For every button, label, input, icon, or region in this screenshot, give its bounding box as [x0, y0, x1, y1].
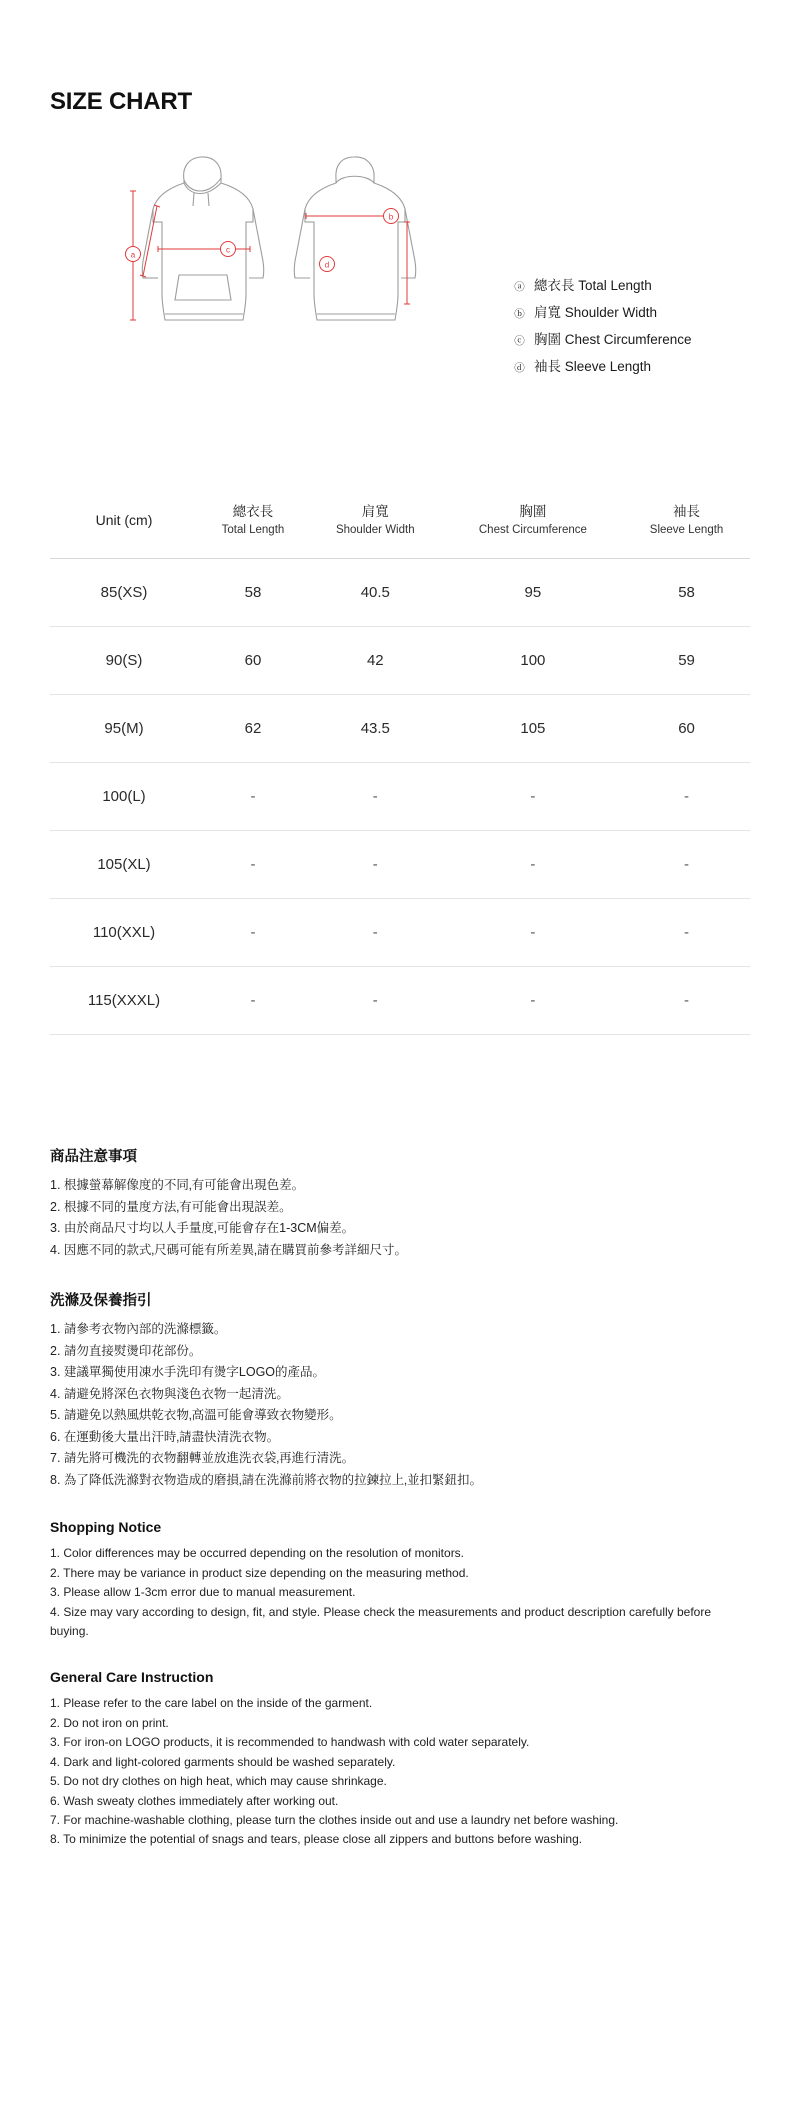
legend-item-sleeve-length	[512, 353, 692, 380]
list-item: 5. 請避免以熱風烘乾衣物‚高溫可能會導致衣物變形。	[50, 1408, 342, 1423]
list-item: 1. Color differences may be occurred depending on the resolution of monitors.	[50, 1546, 465, 1561]
list-item: 1. 請參考衣物內部的洗滌標籤。	[50, 1322, 227, 1337]
column-header-chest-cn: 胸圍	[519, 504, 547, 519]
column-header-unit: Unit (cm)	[50, 482, 198, 559]
cell-total-length: -	[198, 763, 308, 831]
cell-size: 110(XXL)	[50, 899, 198, 967]
page-title: SIZE CHART	[50, 88, 193, 115]
list-item: 2. 根據不同的量度方法‚有可能會出現誤差。	[50, 1199, 292, 1214]
table-row	[50, 559, 750, 627]
list-item: 4. 因應不同的款式‚尺碼可能有所差異‚請在購買前參考詳細尺寸。	[50, 1242, 407, 1257]
cell-total-length: 62	[198, 695, 308, 763]
list-item: 7. 請先將可機洗的衣物翻轉並放進洗衣袋‚再進行清洗。	[50, 1451, 355, 1466]
legend-label-total-length: 總衣長 Total Length	[534, 278, 652, 293]
general-care-list	[50, 1694, 750, 1850]
legend-label-sleeve-length: 袖長 Sleeve Length	[534, 359, 652, 374]
svg-text:a: a	[130, 250, 136, 260]
list-item: 4. Size may vary according to design, fit, and style. Please check the measurements and product description carefully before buying.	[50, 1604, 712, 1638]
cell-sleeve: -	[623, 831, 750, 899]
list-item: 4. Dark and light-colored garments should be washed separately.	[50, 1754, 396, 1769]
table-row	[50, 967, 750, 1035]
column-header-shoulder-width	[308, 482, 443, 559]
cell-chest: -	[443, 899, 623, 967]
list-item: 3. For iron-on LOGO products, it is recommended to handwash with cold water separately.	[50, 1735, 530, 1750]
cell-total-length: -	[198, 967, 308, 1035]
column-header-total-length-cn: 總衣長	[232, 504, 274, 519]
cell-sleeve: -	[623, 763, 750, 831]
product-notice-block	[50, 1145, 750, 1261]
list-item: 7. For machine-washable clothing, please turn the clothes inside out and use a laundry net before washing.	[50, 1813, 619, 1828]
general-care-heading: General Care Instruction	[50, 1669, 214, 1686]
list-item: 8. To minimize the potential of snags and tears, please close all zippers and buttons before washing.	[50, 1832, 583, 1847]
svg-text:c: c	[226, 245, 230, 255]
size-table	[50, 482, 750, 1035]
cell-total-length: 60	[198, 627, 308, 695]
column-header-sleeve	[623, 482, 750, 559]
svg-text:b: b	[388, 212, 394, 222]
legend-item-chest-circumference	[512, 326, 692, 353]
legend-label-shoulder-width: 肩寬 Shoulder Width	[534, 305, 658, 320]
cell-shoulder-width: 43.5	[308, 695, 443, 763]
list-item: 3. 建議單獨使用凍水手洗印有燙字LOGO的產品。	[50, 1365, 326, 1380]
cell-size: 95(M)	[50, 695, 198, 763]
column-header-chest	[443, 482, 623, 559]
column-header-shoulder-width-en: Shoulder Width	[335, 523, 415, 536]
cell-chest: -	[443, 763, 623, 831]
column-header-total-length	[198, 482, 308, 559]
shopping-notice-list	[50, 1544, 750, 1641]
product-notice-list	[50, 1175, 750, 1261]
list-item: 1. Please refer to the care label on the inside of the garment.	[50, 1696, 373, 1711]
cell-shoulder-width: -	[308, 831, 443, 899]
cell-size: 115(XXXL)	[50, 967, 198, 1035]
cell-sleeve: 58	[623, 559, 750, 627]
care-guide-list	[50, 1319, 750, 1491]
care-guide-block	[50, 1289, 750, 1491]
list-item: 2. Do not iron on print.	[50, 1715, 169, 1730]
diagram-markers	[126, 209, 399, 272]
legend-item-total-length	[512, 272, 692, 299]
legend-label-chest-circumference: 胸圍 Chest Circumference	[534, 332, 692, 347]
garment-diagram	[50, 144, 750, 414]
cell-total-length: 58	[198, 559, 308, 627]
list-item: 6. 在運動後大量出汗時‚請盡快清洗衣物。	[50, 1429, 280, 1444]
measurement-legend	[512, 272, 692, 380]
cell-total-length: -	[198, 831, 308, 899]
cell-shoulder-width: -	[308, 967, 443, 1035]
list-item: 3. 由於商品尺寸均以人手量度‚可能會存在1-3CM偏差。	[50, 1221, 355, 1236]
list-item: 6. Wash sweaty clothes immediately after working out.	[50, 1793, 339, 1808]
list-item: 3. Please allow 1-3cm error due to manual measurement.	[50, 1585, 356, 1600]
column-header-sleeve-en: Sleeve Length	[649, 523, 724, 536]
cell-size: 105(XL)	[50, 831, 198, 899]
cell-chest: 105	[443, 695, 623, 763]
cell-sleeve: 60	[623, 695, 750, 763]
cell-shoulder-width: 42	[308, 627, 443, 695]
list-item: 1. 根據螢幕解像度的不同‚有可能會出現色差。	[50, 1178, 305, 1193]
legend-item-shoulder-width	[512, 299, 692, 326]
cell-size: 100(L)	[50, 763, 198, 831]
care-guide-heading: 洗滌及保養指引	[50, 1293, 152, 1310]
cell-shoulder-width: -	[308, 899, 443, 967]
cell-shoulder-width: -	[308, 763, 443, 831]
shopping-notice-block	[50, 1519, 750, 1641]
hoodie-back-outline	[294, 157, 415, 320]
cell-chest: -	[443, 967, 623, 1035]
column-header-sleeve-cn: 袖長	[673, 504, 701, 519]
table-row	[50, 763, 750, 831]
list-item: 8. 為了降低洗滌對衣物造成的磨損‚請在洗滌前將衣物的拉鍊拉上‚並扣緊鈕扣。	[50, 1472, 482, 1487]
list-item: 2. 請勿直接熨燙印花部份。	[50, 1343, 202, 1358]
shopping-notice-heading: Shopping Notice	[50, 1519, 162, 1536]
svg-text:d: d	[324, 260, 330, 270]
cell-shoulder-width: 40.5	[308, 559, 443, 627]
garment-illustration	[110, 144, 440, 404]
table-row	[50, 627, 750, 695]
cell-chest: 95	[443, 559, 623, 627]
table-header-row	[50, 482, 750, 559]
cell-sleeve: -	[623, 967, 750, 1035]
cell-size: 85(XS)	[50, 559, 198, 627]
size-table-body	[50, 559, 750, 1035]
column-header-shoulder-width-cn: 肩寬	[361, 504, 389, 519]
circled-c-icon: ⓒ	[514, 335, 525, 347]
hoodie-front-outline	[142, 157, 263, 320]
circled-b-icon: ⓑ	[514, 308, 525, 320]
cell-chest: 100	[443, 627, 623, 695]
circled-d-icon: ⓓ	[514, 362, 525, 374]
table-row	[50, 695, 750, 763]
cell-sleeve: -	[623, 899, 750, 967]
list-item: 4. 請避免將深色衣物與淺色衣物一起清洗。	[50, 1386, 289, 1401]
notes-section	[50, 1145, 750, 1850]
column-header-total-length-en: Total Length	[221, 523, 285, 536]
cell-size: 90(S)	[50, 627, 198, 695]
cell-sleeve: 59	[623, 627, 750, 695]
cell-total-length: -	[198, 899, 308, 967]
size-table-head	[50, 482, 750, 559]
list-item: 2. There may be variance in product size depending on the measuring method.	[50, 1565, 469, 1580]
general-care-block	[50, 1669, 750, 1850]
circled-a-icon: ⓐ	[514, 281, 525, 293]
cell-chest: -	[443, 831, 623, 899]
list-item: 5. Do not dry clothes on high heat, which may cause shrinkage.	[50, 1774, 387, 1789]
table-row	[50, 899, 750, 967]
column-header-chest-en: Chest Circumference	[478, 523, 587, 536]
measurement-lines	[130, 191, 410, 320]
product-notice-heading: 商品注意事項	[50, 1149, 137, 1166]
table-row	[50, 831, 750, 899]
